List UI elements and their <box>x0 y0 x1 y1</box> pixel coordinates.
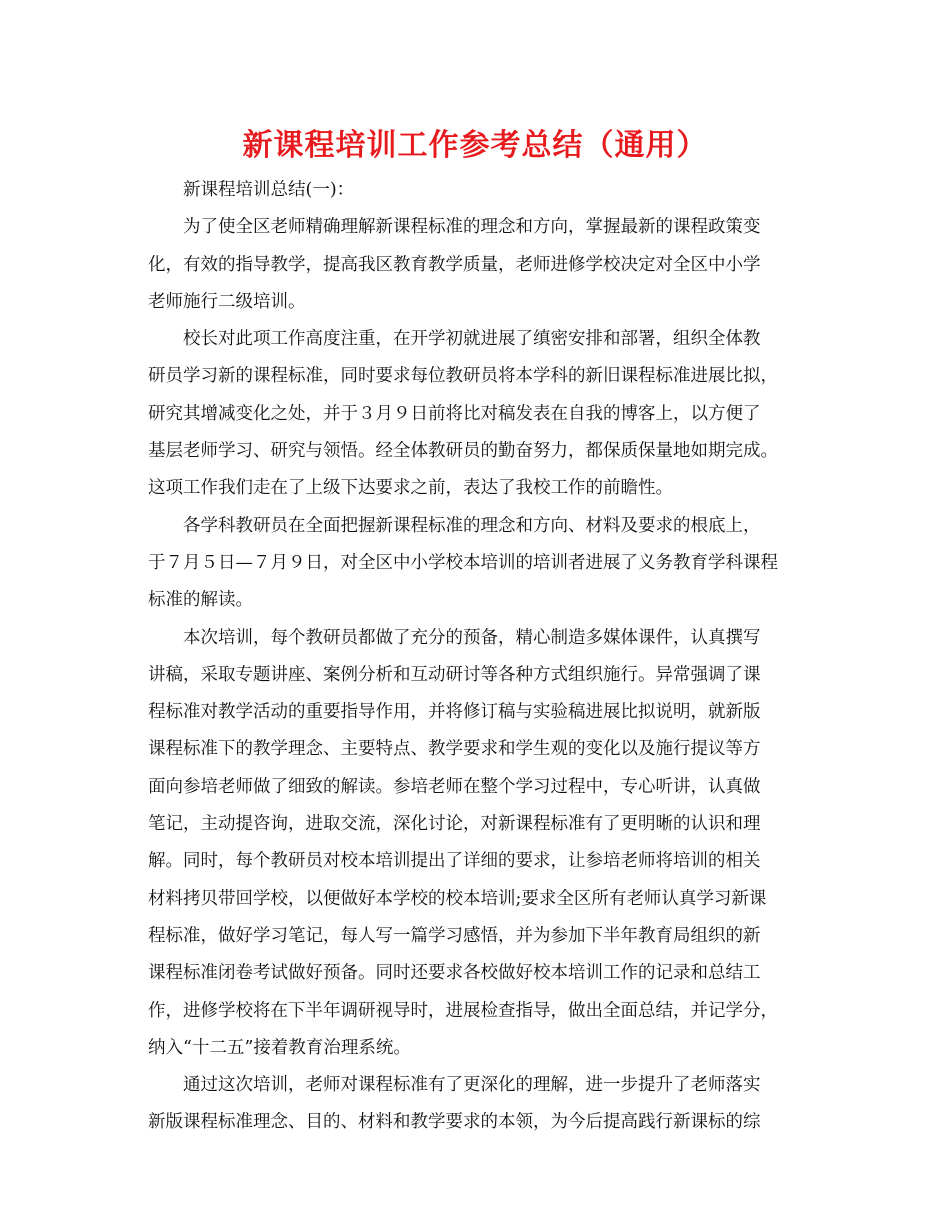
document-body <box>148 172 808 1142</box>
text-line: 材料拷贝带回学校，以便做好本学校的校本培训;要求全区所有老师认真学习新课 <box>148 888 767 909</box>
text-line: 课程标准闭卷考试做好预备。同时还要求各校做好校本培训工作的记录和总结工 <box>148 963 761 984</box>
text-line: 作，进修学校将在下半年调研视导时，进展检查指导，做出全面总结，并记学分， <box>148 1000 778 1021</box>
text-line: 新课程培训总结(一)： <box>183 180 355 200</box>
text-line: 程标准对教学活动的重要指导作用，并将修订稿与实验稿进展比拟说明，就新版 <box>148 702 761 723</box>
text-line: 这项工作我们走在了上级下达要求之前，表达了我校工作的前瞻性。 <box>148 478 673 499</box>
text-line: 纳入“十二五”接着教育治理系统。 <box>148 1037 411 1058</box>
text-line: 基层老师学习、研究与领悟。经全体教研员的勤奋努力，都保质保量地如期完成。 <box>148 441 778 462</box>
text-line: 校长对此项工作高度注重，在开学初就进展了缜密安排和部署，组织全体教 <box>183 329 761 350</box>
text-line: 各学科教研员在全面把握新课程标准的理念和方向、材料及要求的根底上， <box>183 515 761 536</box>
text-line: 讲稿，采取专题讲座、案例分析和互动研讨等各种方式组织施行。异常强调了课 <box>148 664 761 685</box>
text-line: 为了使全区老师精确理解新课程标准的理念和方向，掌握最新的课程政策变 <box>183 217 761 238</box>
text-line: 于７月５日—７月９日，对全区中小学校本培训的培训者进展了义务教育学科课程 <box>148 552 778 573</box>
text-line: 解。同时，每个教研员对校本培训提出了详细的要求，让参培老师将培训的相关 <box>148 851 761 872</box>
text-line: 标准的解读。 <box>148 590 253 611</box>
text-line: 化，有效的指导教学，提高我区教育教学质量，老师进修学校决定对全区中小学 <box>148 254 761 275</box>
text-line: 研究其增减变化之处，并于３月９日前将比对稿发表在自我的博客上，以方便了 <box>148 403 761 424</box>
text-line: 面向参培老师做了细致的解读。参培老师在整个学习过程中，专心听讲，认真做 <box>148 776 761 797</box>
text-line: 老师施行二级培训。 <box>148 291 306 312</box>
text-line: 笔记，主动提咨询，进取交流，深化讨论，对新课程标准有了更明晰的认识和理 <box>148 814 761 835</box>
document-title: 新课程培训工作参考总结（通用） <box>242 128 708 163</box>
text-line: 程标准，做好学习笔记，每人写一篇学习感悟，并为参加下半年教育局组织的新 <box>148 925 761 946</box>
text-line: 新版课程标准理念、目的、材料和教学要求的本领，为今后提高践行新课标的综 <box>148 1112 761 1133</box>
text-line: 本次培训，每个教研员都做了充分的预备，精心制造多媒体课件，认真撰写 <box>183 627 761 648</box>
text-line: 课程标准下的教学理念、主要特点、教学要求和学生观的变化以及施行提议等方 <box>148 739 761 760</box>
text-line: 通过这次培训，老师对课程标准有了更深化的理解，进一步提升了老师落实 <box>183 1075 761 1096</box>
text-line: 研员学习新的课程标准，同时要求每位教研员将本学科的新旧课程标准进展比拟， <box>148 366 778 387</box>
